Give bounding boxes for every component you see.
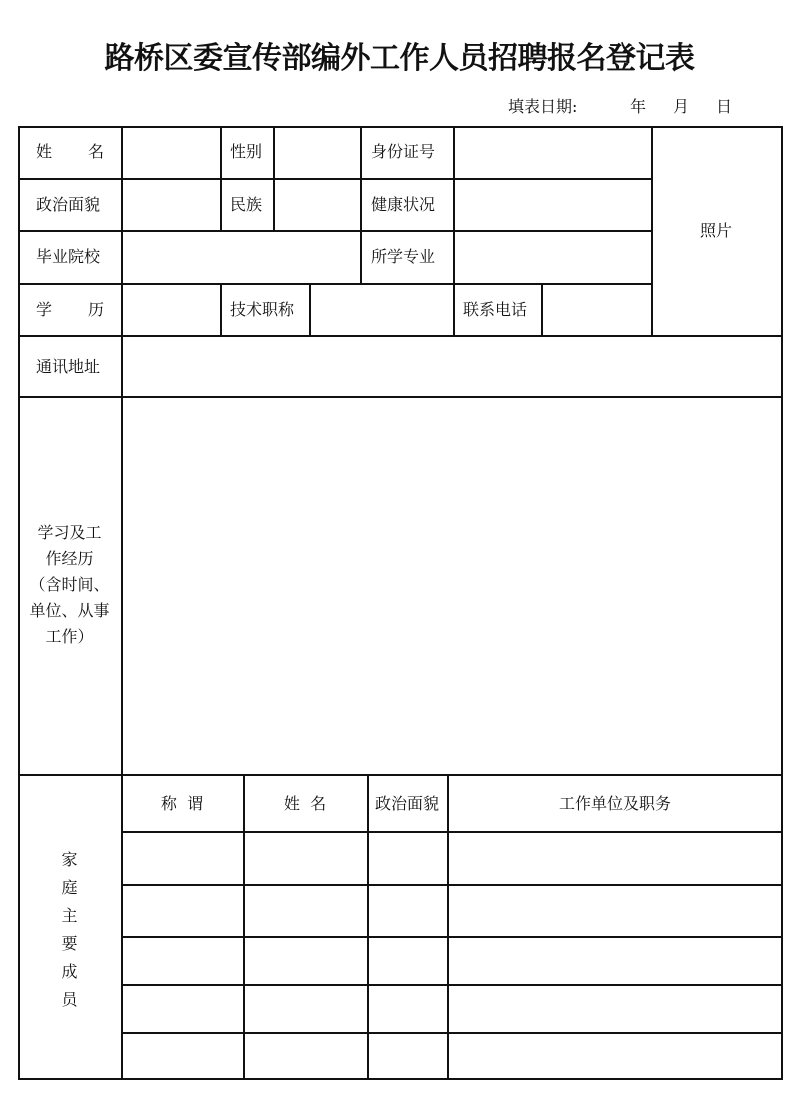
date-year: 年 — [630, 97, 647, 116]
family-label-char: 庭 — [61, 878, 78, 897]
row-line — [121, 884, 783, 886]
family-header-relation: 称 谓 — [160, 794, 204, 813]
education-label-char-2: 历 — [88, 300, 105, 319]
col-line — [367, 774, 369, 1080]
school-label: 毕业院校 — [36, 247, 101, 266]
phone-label: 联系电话 — [463, 300, 528, 319]
row-line — [121, 984, 783, 986]
name-label-char-1: 姓 — [36, 142, 53, 161]
row-line — [18, 230, 651, 232]
row-line — [18, 335, 783, 337]
gender-label: 性别 — [230, 142, 263, 161]
col-line — [220, 283, 222, 336]
date-month: 月 — [673, 97, 690, 116]
id-number-label: 身份证号 — [371, 142, 436, 161]
tech-title-label: 技术职称 — [230, 300, 295, 319]
page-title: 路桥区委宣传部编外工作人员招聘报名登记表 — [104, 41, 695, 76]
address-label: 通讯地址 — [36, 357, 101, 376]
row-line — [121, 831, 783, 833]
experience-label-line: 工作） — [45, 627, 94, 646]
col-line — [651, 126, 653, 336]
date-day: 日 — [716, 97, 733, 116]
col-line — [541, 283, 543, 336]
experience-label-line: （含时间、 — [29, 575, 110, 594]
col-line — [453, 126, 455, 336]
experience-label-line: 学习及工 — [37, 523, 102, 542]
col-line — [243, 774, 245, 1080]
row-line — [18, 396, 783, 398]
col-line — [447, 774, 449, 1080]
family-label-char: 家 — [61, 850, 78, 869]
col-line — [121, 126, 123, 1080]
family-header-work: 工作单位及职务 — [558, 794, 671, 813]
row-line — [18, 774, 783, 776]
family-label-char: 主 — [61, 906, 78, 925]
family-header-politics: 政治面貌 — [374, 794, 439, 813]
row-line — [18, 283, 651, 285]
row-line — [121, 936, 783, 938]
family-header-name: 姓 名 — [283, 794, 327, 813]
name-label-char-2: 名 — [88, 142, 105, 161]
education-label-char-1: 学 — [36, 300, 53, 319]
family-members-label — [18, 846, 121, 1014]
date-label: 填表日期: — [508, 97, 578, 116]
health-label: 健康状况 — [371, 195, 436, 214]
row-line — [121, 1032, 783, 1034]
col-line — [309, 283, 311, 336]
experience-label — [18, 520, 121, 650]
col-line — [360, 126, 362, 284]
col-line — [220, 126, 222, 231]
experience-label-line: 单位、从事 — [29, 601, 110, 620]
major-label: 所学专业 — [371, 247, 436, 266]
family-label-char: 要 — [61, 934, 78, 953]
family-label-char: 员 — [61, 990, 78, 1009]
col-line — [273, 126, 275, 231]
politics-label: 政治面貌 — [36, 195, 101, 214]
experience-label-line: 作经历 — [45, 549, 94, 568]
row-line — [18, 178, 651, 180]
photo-label: 照片 — [700, 221, 733, 240]
ethnicity-label: 民族 — [230, 195, 263, 214]
family-label-char: 成 — [61, 962, 78, 981]
